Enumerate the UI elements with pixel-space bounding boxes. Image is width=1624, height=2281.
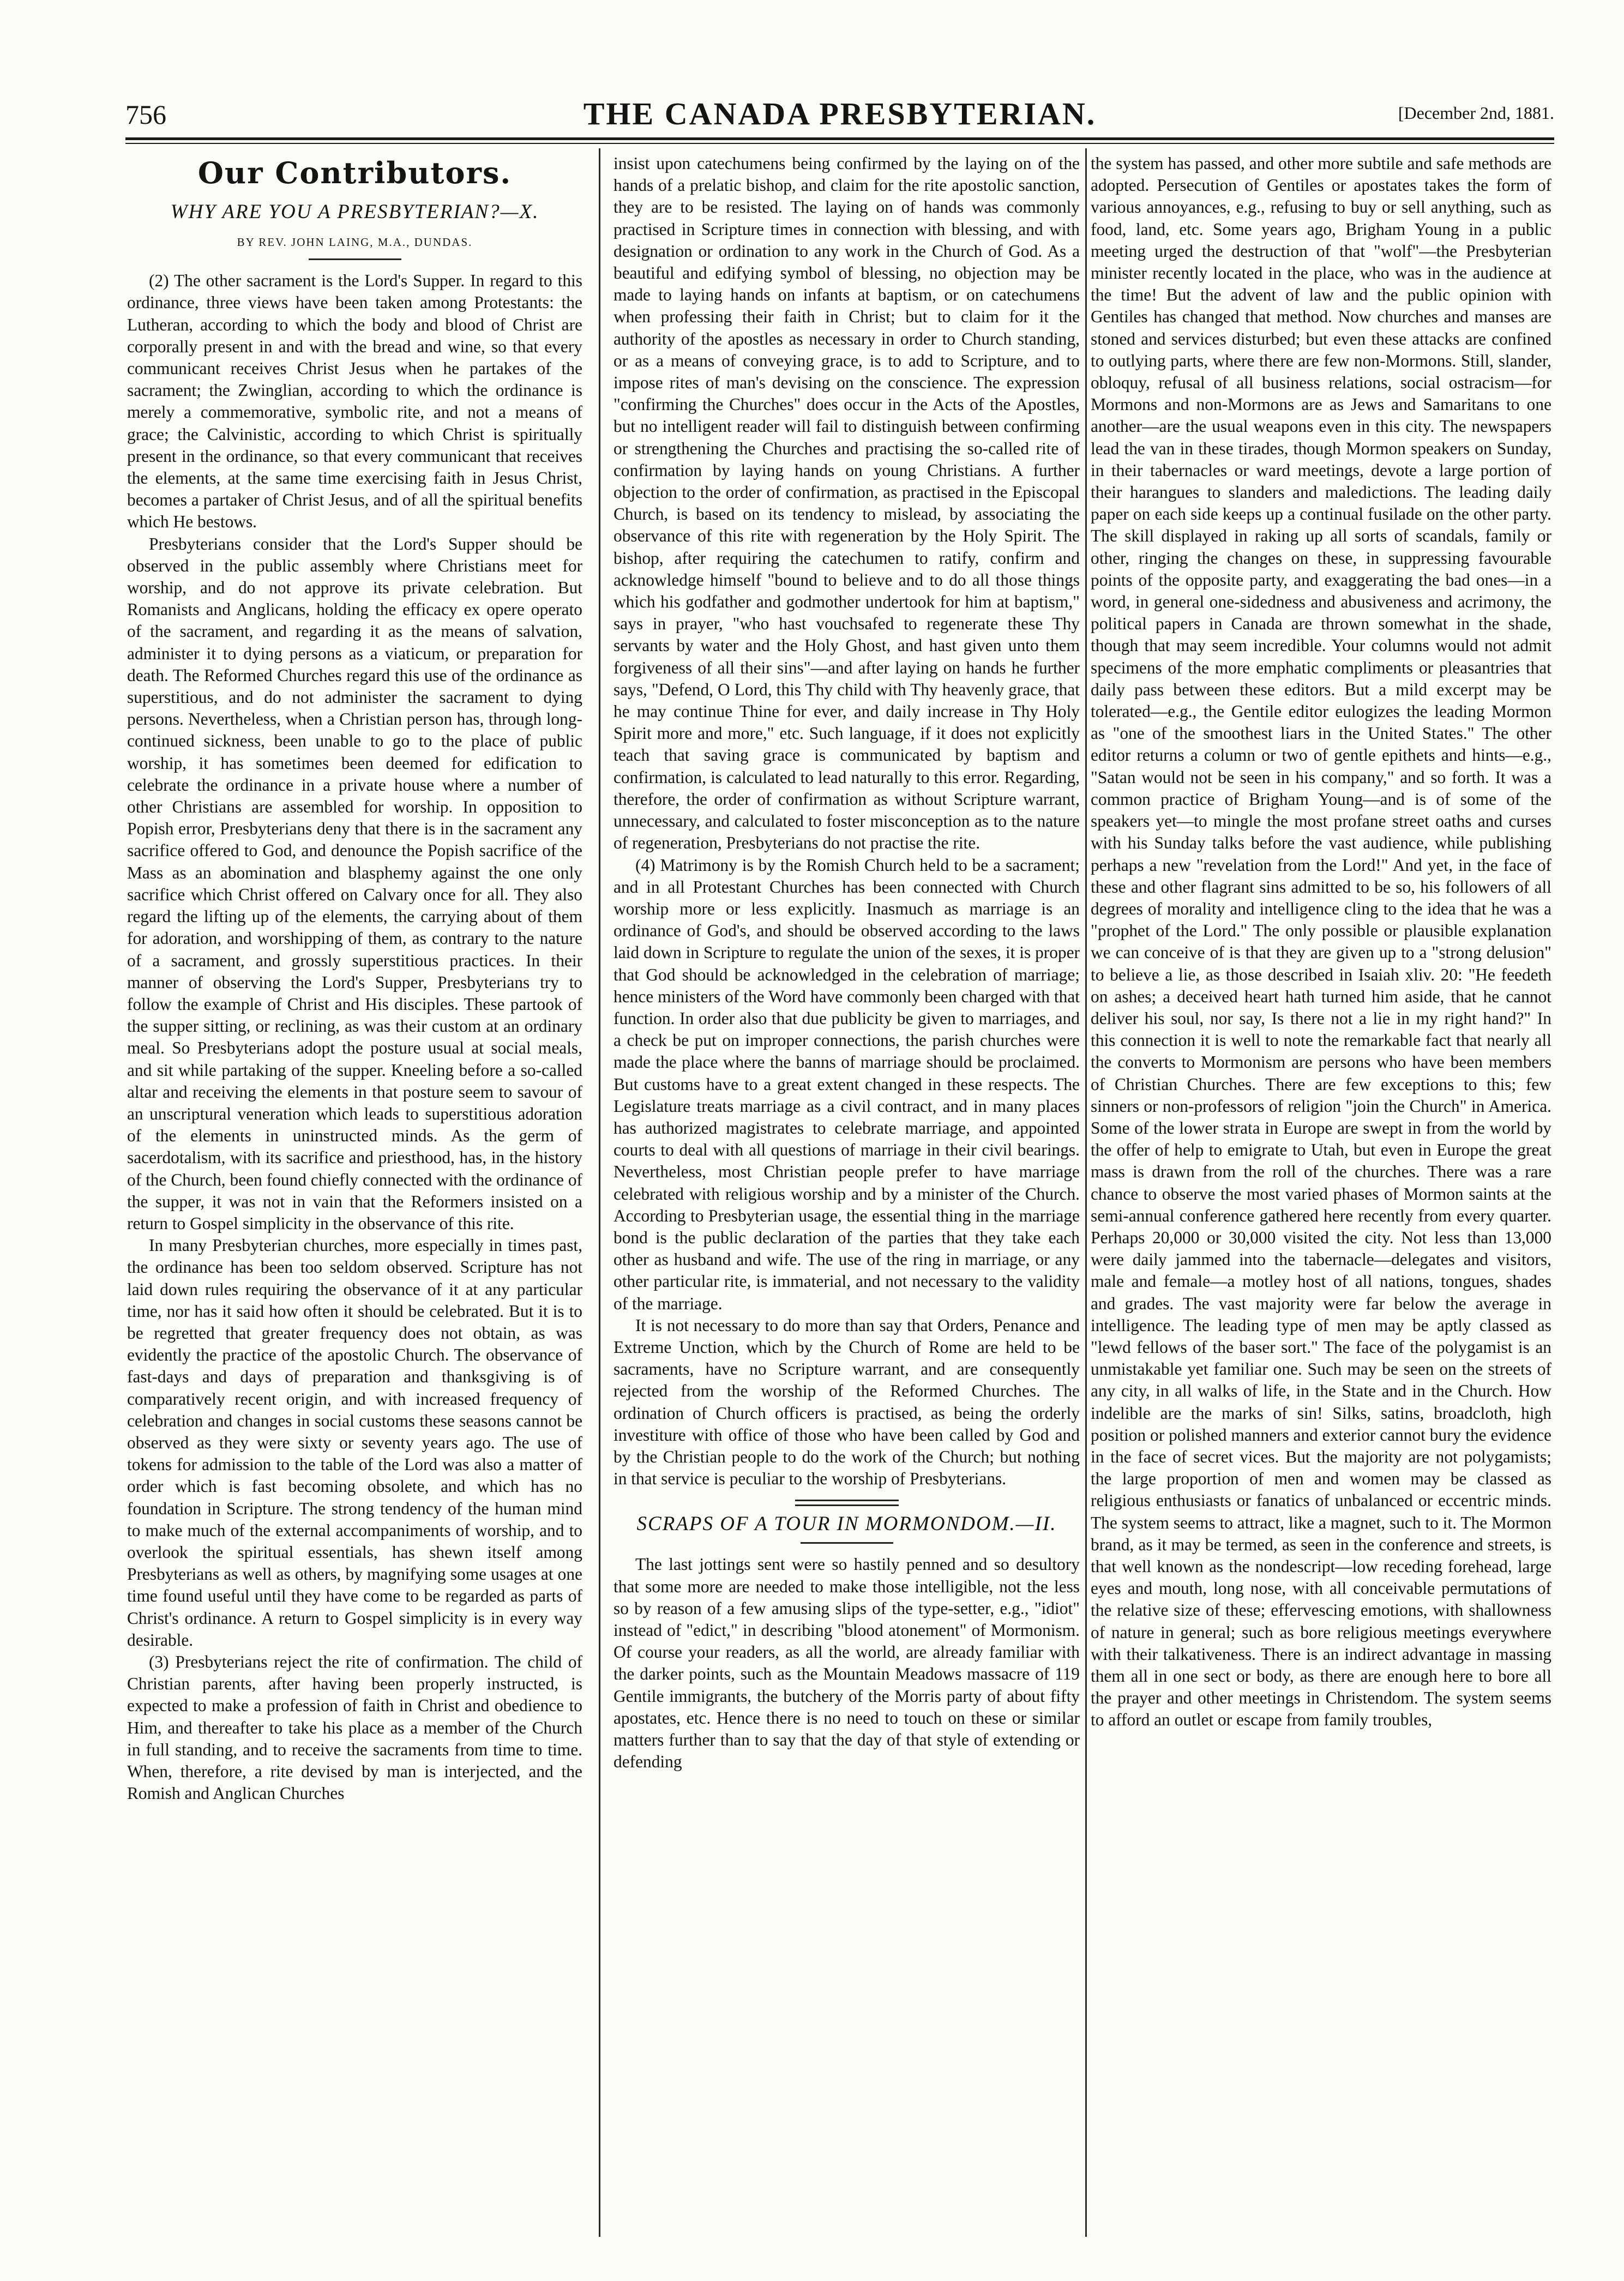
byline-rule — [309, 258, 401, 260]
article-byline: BY REV. JOHN LAING, M.A., DUNDAS. — [237, 236, 473, 249]
paragraph: Presbyterians consider that the Lord's Supper should be observed in the public assembly where Christians meet for worship, and do not approve its private celebration. But Romanists and Anglicans, holding the efficacy ex opere operato of the sacrament, and regarding it as the means of salvation, administer it to dying persons as a viaticum, or preparation for death. The Reformed Churches regard this use of the ordinance as superstitious, and do not administer the sacrament to dying persons. Nevertheless, when a Christian person has, through long-continued sickness, been unable to go to the place of public worship, it has sometimes been deemed for edification to celebrate the ordinance in a private house where a number of other Christians are assembled for worship. In opposition to Popish error, Presbyterians deny that there is in the sacrament any sacrifice offered to God, and denounce the Popish sacrifice of the Mass as an abomination and blasphemy against the one only sacrifice which Christ offered on Calvary once for all. They also regard the lifting up of the elements, the carrying about of them for adoration, and worshipping of them, as contrary to the nature of a sacrament, and grossly superstitious practices. In their manner of observing the Lord's Supper, Presbyterians try to follow the example of Christ and His disciples. These partook of the supper sitting, or reclining, as was their custom at an ordinary meal. So Presbyterians adopt the posture usual at social meals, and sit while partaking of the supper. Kneeling before a so-called altar and receiving the elements in that posture seem to savour of an unscriptural veneration which leads to superstitious adoration of the elements in uninstructed minds. As the germ of sacerdotalism, with its sacrifice and priesthood, has, in the history of the Church, been found chiefly connected with the ordinance of the supper, it was not in vain that the Reformers insisted on a return to Gospel simplicity in the observance of this rite. — [127, 534, 582, 1233]
section-title: Our Contributors. — [197, 155, 512, 190]
paragraph: It is not necessary to do more than say that Orders, Penance and Extreme Unction, which by the Church of Rome are held to be sacraments, have no Scripture warrant, and are consequently rejected from the worship of the Reformed Churches. The ordination of Church officers is practised, as being the orderly investiture with office of those who have been called by God and by the Christian people to do the work of the Church; but nothing in that service is peculiar to the worship of Presbyterians. — [613, 1315, 1080, 1489]
article-title-2: SCRAPS OF A TOUR IN MORMONDOM.—II. — [636, 1513, 1057, 1536]
column-2 — [613, 153, 1080, 2241]
page-header — [125, 95, 1554, 134]
column-1 — [127, 153, 582, 2241]
article-title: WHY ARE YOU A PRESBYTERIAN?—X. — [170, 201, 539, 223]
paragraph: the system has passed, and other more subtile and safe methods are adopted. Persecution of Gentiles or apostates takes the form of various annoyances, e.g., refusing to buy or sell anything, such as food, land, etc. Some years ago, Brigham Young in a public meeting urged the destruction of that "wolf"—the Presbyterian minister recently located in the place, who was in the audience at the time! But the advent of law and the public opinion with Gentiles has changed that method. Now churches and manses are stoned and services disturbed; but even these attacks are confined to outlying parts, where there are few non-Mormons. Still, slander, obloquy, refusal of all business relations, social ostracism—for Mormons and non-Mormons are as Jews and Samaritans to one another—are the usual weapons even in this city. The newspapers lead the van in these tirades, though Mormon speakers on Sunday, in their tabernacles or ward meetings, devote a large portion of their harangues to slanders and maledictions. The leading daily paper on each side keeps up a continual fusilade on the other party. The skill displayed in raking up all sorts of scandals, family or other, ringing the changes on these, in suppressing favourable points of the opposite party, and exaggerating the bad ones—in a word, in general one-sidedness and abusiveness and acrimony, the political papers in Canada are thrown somewhat in the shade, though that may seem incredible. Your columns would not admit specimens of the more emphatic compliments or pleasantries that daily pass between these editors. But a mild excerpt may be tolerated—e.g., the Gentile editor eulogizes the leading Mormon as "one of the smoothest liars in the United States." The other editor returns a column or two of gentle epithets and hints—e.g., "Satan would not be seen in his company," and so forth. It was a common practice of Brigham Young—and is of some of the speakers yet—to mingle the most profane street oaths and curses with his Sunday talks before the vast audience, while publishing perhaps a new "revelation from the Lord!" And yet, in the face of these and other flagrant sins admitted to be so, his followers of all degrees of morality and intelligence cling to the idea that he was a "prophet of the Lord." The only possible or plausible explanation we can conceive of is that they are given up to a "strong delusion" to believe a lie, as those described in Isaiah xliv. 20: "He feedeth on ashes; a deceived heart hath turned him aside, that he cannot deliver his soul, nor say, Is there not a lie in my right hand?" In this connection it is well to note the remarkable fact that nearly all the converts to Mormonism are persons who have been members of Christian Churches. There are few exceptions to this; few sinners or non-professors of religion "join the Church" in America. Some of the lower strata in Europe are swept in from the world by the offer of help to emigrate to Utah, but even in Europe the great mass is drawn from the roll of the churches. There was a rare chance to observe the most varied phases of Mormon saints at the semi-annual conference gathered here recently from every quarter. Perhaps 20,000 or 30,000 visited the city. Not less than 13,000 were daily jammed into the tabernacle—delegates and visitors, male and female—a motley host of all nations, tongues, shades and grades. The vast majority were far below the average in intelligence. The leading type of men may be aptly classed as "lewd fellows of the baser sort." The face of the polygamist is an unmistakable yet familiar one. Such may be seen on the streets of any city, in all walks of life, in the State and in the Church. How indelible are the marks of sin! Silks, satins, broadcloth, high position or polished manners and exterior cannot bury the evidence in the face of secret vices. But the majority are not polygamists; the large proportion of men and women may be classed as religious enthusiasts or fanatics of unbalanced or eccentric minds. The system seems to attract, like a magnet, such to it. The Mormon brand, as it may be termed, as seen in the conference and streets, is that well known as the nondescript—low receding forehead, large eyes and mouth, long nose, with all conceivable permutations of the relative size of these; effervescing emotions, with shallowness of nature in general; such as bore religious meetings everywhere with their talkativeness. There is an indirect advantage in massing them all in one sect or body, as there are enough here to bore all the prayer and other meetings in Christendom. The system seems to afford an outlet or escape from family troubles, — [1091, 154, 1551, 1730]
paragraph: (2) The other sacrament is the Lord's Supper. In regard to this ordinance, three views have been taken among Protestants: the Lutheran, according to which the body and blood of Christ are corporally present in and with the bread and wine, so that every communicant receives Christ Jesus when he partakes of the sacrament; the Zwinglian, according to which the ordinance is merely a commemorative, symbolic rite, and not a means of grace; the Calvinistic, according to which Christ is spiritually present in the ordinance, so that every communicant that receives the elements, at the same time exercising faith in Jesus Christ, becomes a partaker of Christ Jesus, and of all the spiritual benefits which He bestows. — [127, 271, 582, 532]
paragraph: insist upon catechumens being confirmed by the laying on of the hands of a prelatic bishop, and claim for the rite apostolic sanction, they are to be resisted. The laying on of hands was commonly practised in Scripture times in connection with blessing, and with designation or ordination to any work in the Church of God. As a beautiful and edifying symbol of blessing, no objection may be made to laying hands on infants at baptism, or on catechumens when professing their faith in Christ; but to claim for it the authority of the apostles as necessary in order to Church standing, or as a means of conveying grace, is to add to Scripture, and to impose rites of man's devising on the conscience. The expression "confirming the Churches" does occur in the Acts of the Apostles, but no intelligent reader will fail to distinguish between confirming or strengthening the Churches and practising the so-called rite of confirmation by laying hands on young Christians. A further objection to the order of confirmation, as practised in the Episcopal Church, is based on its tendency to mislead, by associating the observance of this rite with regeneration by the Holy Spirit. The bishop, after requiring the catechumen to ratify, confirm and acknowledge himself "bound to believe and to do all those things which his godfather and godmother undertook for him at baptism," says in prayer, "who hast vouchsafed to regenerate these Thy servants by water and the Holy Ghost, and hast given unto them forgiveness of all their sins"—and after laying on hands he further says, "Defend, O Lord, this Thy child with Thy heavenly grace, that he may continue Thine for ever, and daily increase in Thy Holy Spirit more and more," etc. Such language, if it does not explicitly teach that saving grace is communicated by baptism and confirmation, is calculated to lead naturally to this error. Regarding, therefore, the order of confirmation as without Scripture warrant, unnecessary, and calculated to foster misconception as to the nature of regeneration, Presbyterians do not practise the rite. — [613, 154, 1080, 853]
title-rule — [801, 1542, 893, 1544]
paragraph: (4) Matrimony is by the Romish Church held to be a sacrament; and in all Protestant Churches has been connected with Church worship more or less explicitly. Inasmuch as marriage is an ordinance of God's, and should be observed according to the laws laid down in Scripture to regulate the union of the sexes, it is proper that God should be acknowledged in the celebration of marriage; hence ministers of the Word have commonly been charged with that function. In order also that due publicity be given to marriages, and a check be put on improper connections, the parish churches were made the place where the banns of marriage should be proclaimed. But customs have to a great extent changed in these respects. The Legislature treats marriage as a civil contract, and in many places has authorized magistrates to celebrate marriage, and appointed courts to deal with all questions of marriage in their civil bearings. Nevertheless, most Christian people prefer to have marriage celebrated with religious worship and by a minister of the Church. According to Presbyterian usage, the essential thing in the marriage bond is the public declaration of the parties that they take each other as husband and wife. The use of the ring in marriage, or any other particular rite, is immaterial, and not necessary to the validity of the marriage. — [613, 855, 1080, 1313]
newspaper-title: THE CANADA PRESBYTERIAN. — [583, 96, 1097, 131]
column-divider-right — [1085, 148, 1087, 2237]
article-separator — [795, 1500, 899, 1506]
page-number: 756 — [125, 99, 166, 130]
paragraph: (3) Presbyterians reject the rite of confirmation. The child of Christian parents, after having been properly instructed, is expected to make a profession of faith in Christ and obedience to Him, and thereafter to take his place as a member of the Church in full standing, and to receive the sacraments from time to time. When, therefore, a rite devised by man is interjected, and the Romish and Anglican Churches — [127, 1652, 582, 1803]
paragraph: The last jottings sent were so hastily penned and so desultory that some more are needed to make those intelligible, not the less so by reason of a few amusing slips of the type-setter, e.g., "idiot" instead of "edict," in describing "blood atonement" of Mormonism. Of course your readers, as all the world, are already familiar with the darker points, such as the Mountain Meadows massacre of 119 Gentile immigrants, the butchery of the Morris party of about fifty apostates, etc. Hence there is no need to touch on these or similar matters further than to say that the day of that style of extending or defending — [613, 1555, 1080, 1772]
paragraph: In many Presbyterian churches, more especially in times past, the ordinance has been too seldom observed. Scripture has not laid down rules requiring the observance of it at any particular time, nor has it said how often it should be celebrated. But it is to be regretted that greater frequency does not obtain, as was evidently the practice of the apostolic Church. The observance of fast-days and days of preparation and thanksgiving is of comparatively recent origin, and with increased frequency of celebration and changes in social customs these seasons cannot be observed as they were sixty or seventy years ago. The use of tokens for admission to the table of the Lord was also a matter of order which is fast becoming obsolete, and which has no foundation in Scripture. The strong tendency of the human mind to make much of the external accompaniments of worship, and to overlook the spiritual essentials, has shewn itself among Presbyterians as well as others, by magnifying some usages at one time found useful until they have come to be regarded as parts of Christ's ordinance. A return to Gospel simplicity is in every way desirable. — [127, 1236, 582, 1650]
header-rule-thick — [125, 137, 1554, 140]
issue-date: [December 2nd, 1881. — [1398, 103, 1554, 123]
column-3 — [1091, 153, 1551, 2241]
header-rule-thin — [125, 143, 1554, 144]
column-divider-left — [599, 148, 600, 2237]
